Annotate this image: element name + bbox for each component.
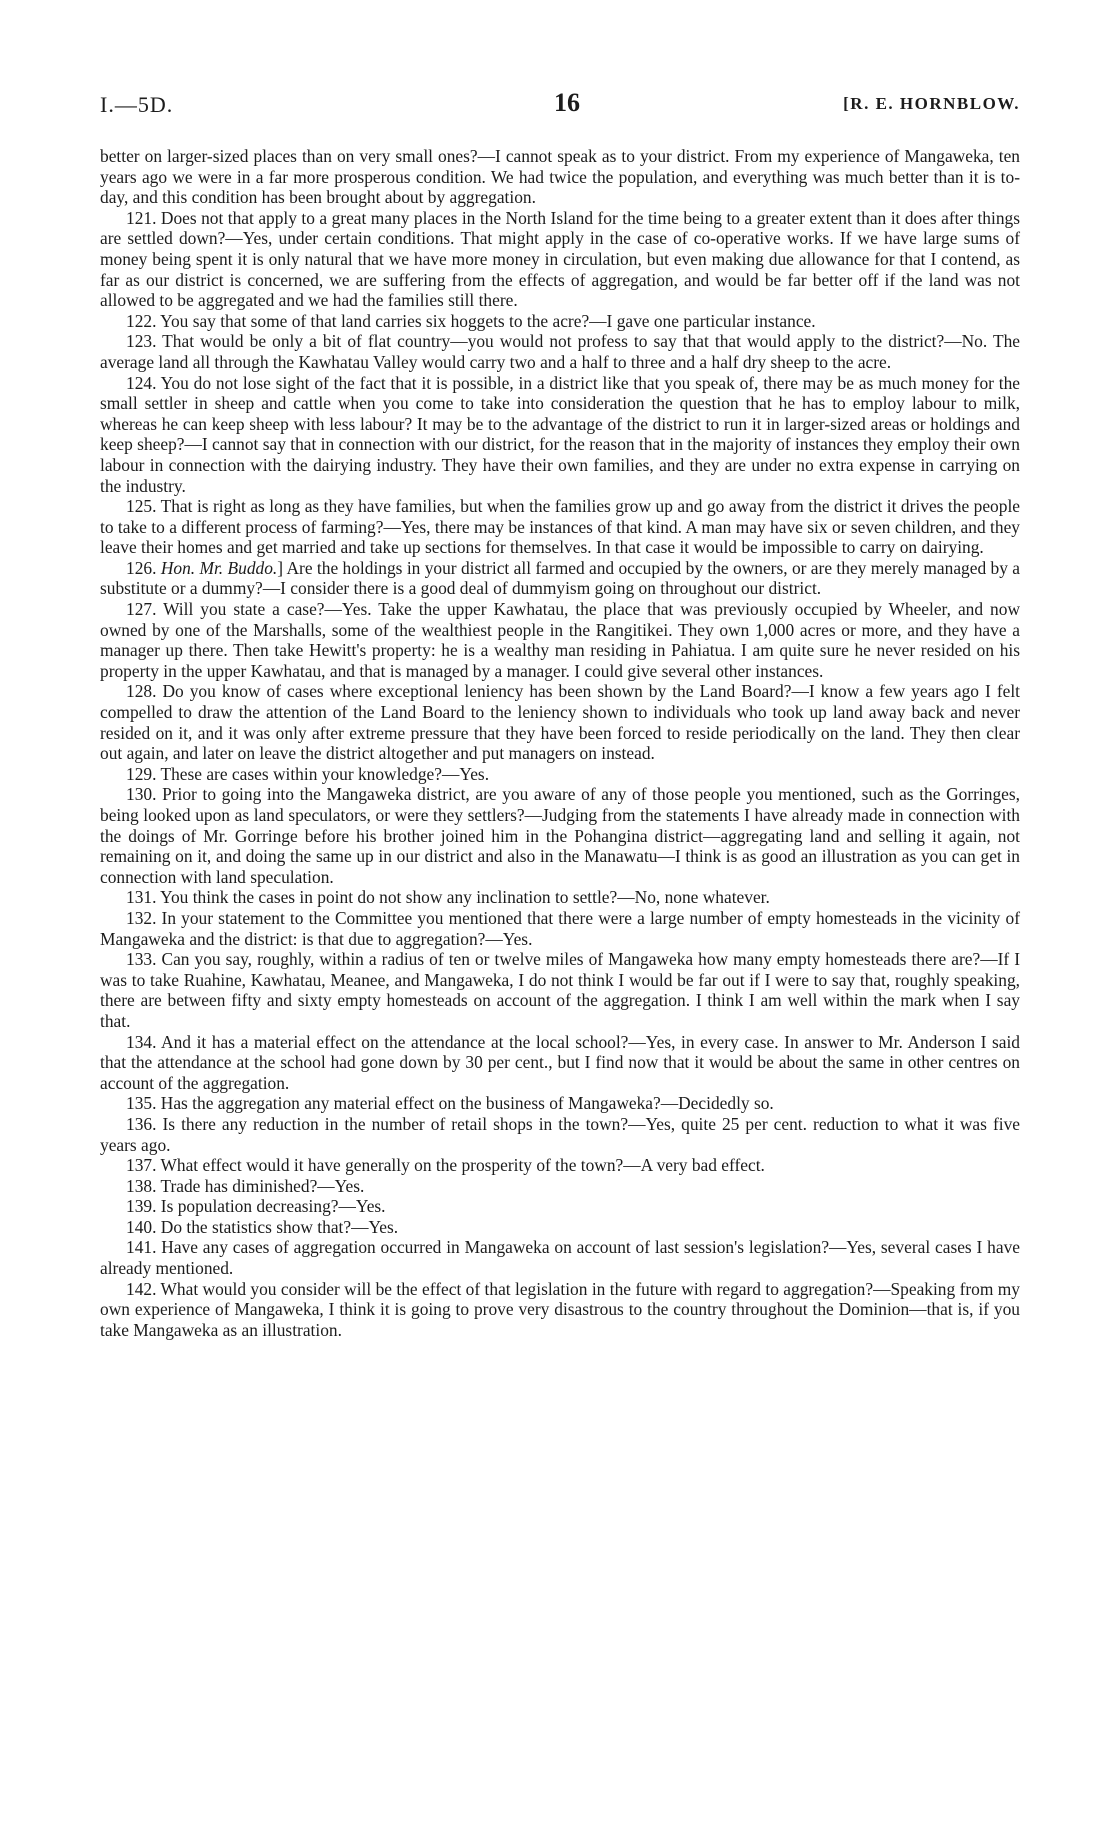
question-139: 139. Is population decreasing?—Yes.: [126, 1196, 386, 1217]
speaker-name: Hon. Mr. Buddo.: [160, 557, 278, 578]
evidence-text: [100, 146, 1020, 1340]
running-header: [100, 88, 1020, 126]
question-134: 134. And it has a material effect on the attendance at the local school?—Yes, in every case. In answer to Mr. Anderson I said that the attendance at the school had gone down by 30 per cent., but I find now that it would be about the same in other centres on account of the aggregation.: [100, 1031, 1020, 1093]
question-140: 140. Do the statistics show that?—Yes.: [126, 1216, 399, 1237]
question-127: 127. Will you state a case?—Yes. Take the upper Kawhatau, the place that was previously occupied by Wheeler, and now owned by one of the Marshalls, some of the wealthiest people in the Rangitikei. They own 1,000 acres or more, and they have a manager up there. Then take Hewitt's property: he is a wealthy man residing in Pahiatua. I am quite sure he never resided on his property in the upper Kawhatau, and that is managed by a manager. I could give several other instances.: [100, 599, 1020, 681]
question-142: 142. What would you consider will be the effect of that legislation in the future with regard to aggregation?—Speaking from my own experience of Mangaweka, I think it is going to prove very disastrous to the country throughout the Dominion—that is, if you take Mangaweka as an illustration.: [100, 1278, 1020, 1340]
question-135: 135. Has the aggregation any material effect on the business of Mangaweka?—Decidedly so.: [126, 1093, 774, 1114]
question-number: 126.: [126, 557, 161, 578]
question-137: 137. What effect would it have generally on the prosperity of the town?—A very bad effect.: [126, 1155, 765, 1176]
question-138: 138. Trade has diminished?—Yes.: [126, 1175, 365, 1196]
question-text: ] Are the holdings in your district all farmed and occupied by the owners, or are they merely managed by a substitute or a dummy?—I consider there is a good deal of dummyism going on throughout our district.: [100, 557, 1021, 599]
question-126: [100, 558, 1020, 599]
question-121: 121. Does not that apply to a great many places in the North Island for the time being to a greater extent than it does after things are settled down?—Yes, under certain conditions. That might apply in the case of co-operative works. If we have large sums of money being spent it is only natural that we have more money in circulation, but even making due allowance for that I contend, as far as our district is concerned, we are suffering from the effects of aggregation, and would be far better off if the land was not allowed to be aggregated and we had the families still there.: [100, 207, 1020, 311]
witness-name: [R. E. HORNBLOW.: [843, 94, 1020, 113]
question-129: 129. These are cases within your knowledge?—Yes.: [126, 763, 490, 784]
page-number: 16: [554, 88, 580, 117]
question-131: 131. You think the cases in point do not show any inclination to settle?—No, none whatever.: [126, 887, 770, 908]
question-128: 128. Do you know of cases where exceptional leniency has been shown by the Land Board?—I know a few years ago I felt compelled to draw the attention of the Land Board to the leniency shown to individuals who took up land away back and never resided on it, and it was only after extreme pressure that they have been forced to reside periodically on the land. They then clear out again, and later on leave the district altogether and put managers on instead.: [100, 681, 1020, 764]
paper-reference: I.—5D.: [100, 92, 174, 117]
question-123: 123. That would be only a bit of flat country—you would not profess to say that that would apply to the district?—No. The average land all through the Kawhatau Valley would carry two and a half to three and a half dry sheep to the acre.: [100, 331, 1020, 372]
paragraph-continuation: better on larger-sized places than on very small ones?—I cannot speak as to your district. From my experience of Mangaweka, ten years ago we were in a far more prosperous condition. We had twice the population, and everything was much better than it is to-day, and this condition has been brought about by aggregation.: [100, 146, 1020, 208]
question-133: 133. Can you say, roughly, within a radius of ten or twelve miles of Mangaweka how many empty homesteads there are?—If I was to take Ruahine, Kawhatau, Meanee, and Mangaweka, I do not think I would be far out if I were to say that, roughly speaking, there are between fifty and sixty empty homesteads on account of the aggregation. I think I am well within the mark when I say that.: [100, 949, 1020, 1031]
question-122: 122. You say that some of that land carries six hoggets to the acre?—I gave one particular instance.: [126, 310, 816, 331]
question-125: 125. That is right as long as they have families, but when the families grow up and go away from the district it drives the people to take to a different process of farming?—Yes, there may be instances of that kind. A man may have six or seven children, and they leave their homes and get married and take up sections for themselves. In that case it would be impossible to carry on dairying.: [100, 496, 1020, 558]
question-124: 124. You do not lose sight of the fact that it is possible, in a district like that you speak of, there may be as much money for the small settler in sheep and cattle when you come to take into consideration the question that he has to employ labour to milk, whereas he can keep sheep with less labour? It may be to the advantage of the district to run it in larger-sized areas or holdings and keep sheep?—I cannot say that in connection with our district, for the reason that in the majority of instances they employ their own labour in connection with the dairying industry. They have their own families, and they are under no extra expense in carrying on the industry.: [100, 372, 1020, 496]
question-130: 130. Prior to going into the Mangaweka district, are you aware of any of those people you mentioned, such as the Gorringes, being looked upon as land speculators, or were they settlers?—Judging from the statements I have already made in connection with the doings of Mr. Gorringe before his brother joined him in the Pohangina district—aggregating land and selling it again, not remaining on it, and doing the same up in our district and also in the Manawatu—I think is as good an illustration as you can get in connection with land speculation.: [100, 784, 1020, 887]
question-132: 132. In your statement to the Committee you mentioned that there were a large number of empty homesteads in the vicinity of Mangaweka and the district: is that due to aggregation?—Yes.: [100, 907, 1020, 949]
question-136: 136. Is there any reduction in the number of retail shops in the town?—Yes, quite 25 per cent. reduction to what it was five years ago.: [100, 1113, 1020, 1155]
question-141: 141. Have any cases of aggregation occurred in Mangaweka on account of last session's legislation?—Yes, several cases I have already mentioned.: [100, 1237, 1020, 1279]
